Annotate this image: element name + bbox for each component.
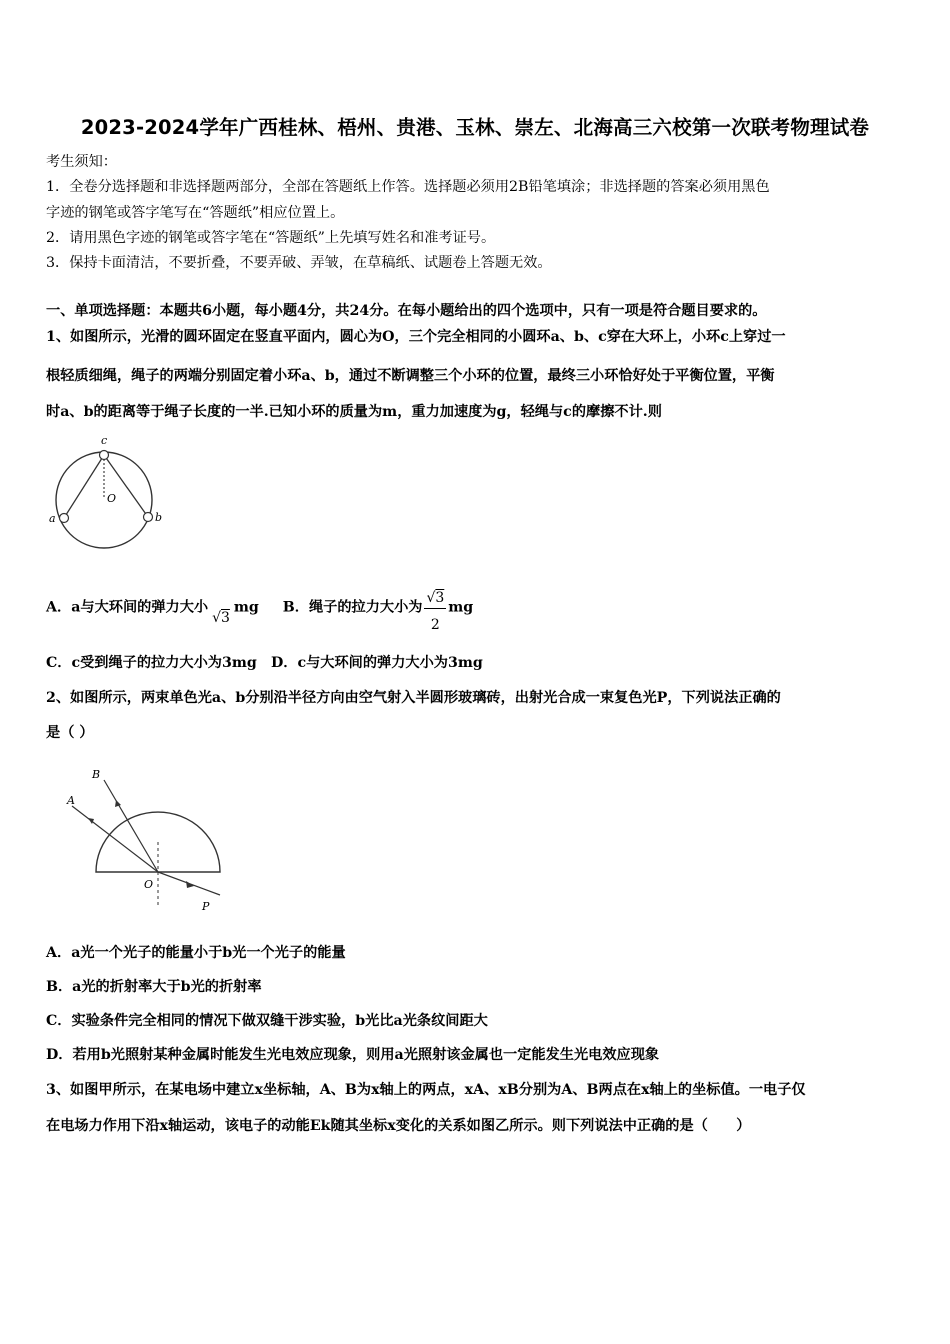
ring-b — [144, 513, 153, 522]
page-title: 2023-2024学年广西桂林、梧州、贵港、玉林、崇左、北海高三六校第一次联考物理试卷 — [80, 116, 870, 139]
ring-a — [60, 514, 69, 523]
q1-option-a-unit: mg — [233, 599, 259, 616]
notice-item-1-cont: 字迹的钢笔或答字笔写在“答题纸”相应位置上。 — [46, 205, 345, 221]
q1-ring-figure — [44, 434, 174, 549]
q1-line-1: 1、如图所示，光滑的圆环固定在竖直平面内，圆心为O，三个完全相同的小圆环a、b、c穿在大环上，小环c上穿过一 — [46, 329, 786, 345]
q3-line-1: 3、如图甲所示，在某电场中建立x坐标轴，A、B为x轴上的两点，xA、xB分别为A、B两点在x轴上的坐标值。一电子仅 — [46, 1082, 806, 1098]
q1-options-cd: C．c受到绳子的拉力大小为3mg D．c与大环间的弹力大小为3mg — [46, 655, 483, 671]
notice-heading: 考生须知： — [46, 154, 117, 170]
q1-option-b-unit: mg — [448, 599, 474, 616]
sqrt-expression: √3 — [212, 609, 230, 626]
label-A: A — [67, 794, 75, 807]
ray-a — [72, 806, 158, 872]
label-O: O — [144, 878, 154, 891]
notice-item-1: 1．全卷分选择题和非选择题两部分，全部在答题纸上作答。选择题必须用2B铅笔填涂；非选择题的答案必须用黑色 — [46, 179, 770, 195]
sqrt-radicand: 3 — [221, 609, 230, 626]
fraction-numerator: 3 — [435, 590, 445, 606]
label-P: P — [202, 900, 210, 910]
label-B: B — [92, 768, 101, 781]
q2-option-c: C．实验条件完全相同的情况下做双缝干涉实验，b光比a光条纹间距大 — [46, 1013, 488, 1029]
q1-option-a-text: A．a与大环间的弹力大小 — [46, 599, 209, 616]
q2-line-1: 2、如图所示，两束单色光a、b分别沿半径方向由空气射入半圆形玻璃砖，出射光合成一束复色光P，下列说法正确的 — [46, 690, 781, 706]
q2-option-a: A．a光一个光子的能量小于b光一个光子的能量 — [46, 945, 346, 961]
ray-b — [104, 780, 158, 872]
rope-left — [64, 455, 104, 518]
q1-option-b-text: B．绳子的拉力大小为 — [282, 599, 423, 616]
label-b: b — [155, 511, 163, 524]
q2-prism-figure — [58, 760, 238, 910]
q1-line-2: 根轻质细绳，绳子的两端分别固定着小环a、b，通过不断调整三个小环的位置，最终三小环恰好处于平衡位置，平衡 — [46, 368, 775, 384]
ray-b-arrow — [115, 800, 121, 807]
label-o: O — [107, 492, 117, 505]
ring-c — [100, 451, 109, 460]
label-a: a — [49, 512, 56, 525]
ray-a-arrow — [88, 818, 94, 824]
fraction: $\frac{√3}{2}$ — [426, 590, 445, 633]
rope-right — [104, 455, 148, 517]
q2-option-d: D．若用b光照射某种金属时能发生光电效应现象，则用a光照射该金属也一定能发生光电效应现象 — [46, 1047, 660, 1063]
q1-options-ab — [46, 584, 910, 631]
notice-item-2: 2．请用黑色字迹的钢笔或答字笔在“答题纸”上先填写姓名和准考证号。 — [46, 230, 496, 246]
label-c: c — [101, 434, 108, 447]
q2-option-b: B．a光的折射率大于b光的折射率 — [46, 979, 262, 995]
q3-line-2: 在电场力作用下沿x轴运动，该电子的动能Ek随其坐标x变化的关系如图乙所示。则下列说法中正确的是（ ） — [46, 1118, 751, 1134]
fraction-denominator: 2 — [430, 617, 440, 633]
q2-line-2: 是（ ） — [46, 725, 94, 741]
large-ring — [56, 452, 152, 548]
section-heading: 一、单项选择题：本题共6小题，每小题4分，共24分。在每小题给出的四个选项中，只有一项是符合题目要求的。 — [46, 303, 767, 319]
notice-item-3: 3．保持卡面清洁，不要折叠，不要弄破、弄皱，在草稿纸、试题卷上答题无效。 — [46, 255, 552, 271]
q1-line-3: 时a、b的距离等于绳子长度的一半.已知小环的质量为m，重力加速度为g，轻绳与c的摩擦不计.则 — [46, 404, 662, 420]
